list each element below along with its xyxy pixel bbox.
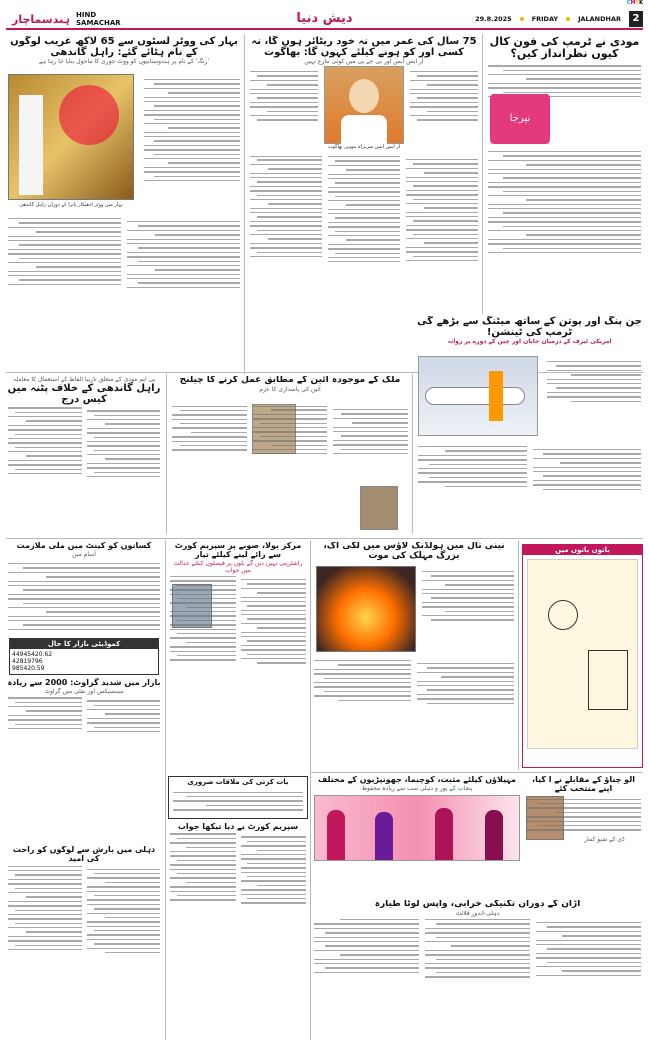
subheadline: سینسیکس اور نفٹی میں گراوٹ <box>44 688 124 696</box>
subheadline: پنجاب کے پور و دہلی سب سے زیادہ محفوظ <box>361 784 473 792</box>
newspaper-logo: ہندسماچار <box>11 12 70 26</box>
kicker-badge: نیرجا <box>490 94 550 144</box>
issue-city: JALANDHAR <box>578 15 621 23</box>
article-constitution <box>170 376 410 536</box>
headline: 75 سال کی عمر میں نہ خود ریٹائر ہوں گا، نہ کسی اور کو ہونے کیلئے کہوں گا: بھاگوت <box>251 36 477 58</box>
paper-name: HIND SAMACHAR <box>76 11 121 27</box>
headline: آلو چناؤ کے مقابلے نے آ گیا، اپنے منتخب کئے <box>532 776 635 793</box>
bhagwat-photo <box>324 66 404 144</box>
photo-caption: بہار میں ووٹر ادھیکار یاترا کے دوران راہل گاندھی <box>19 202 123 208</box>
photo-caption: ڈی کے شیو کمار <box>584 835 625 843</box>
article-supreme-court <box>168 542 308 772</box>
headline: راہل گاندھی کے خلاف پٹنہ میں کیس درج <box>7 383 161 406</box>
subheadline: راشٹرپتی نہیں دیں گے بلوں پر فیصلوں کیلئے عدالت میں جواب <box>173 559 303 574</box>
headline: نینی تال میں ہولڈنگ لاؤس میں لگی آگ، بزرگ مہلک کی موت <box>323 542 505 561</box>
section-title: دیش دنیا <box>296 11 353 26</box>
aircraft-photo <box>418 356 538 436</box>
subheadline: امریکی ٹیرف کے درمیان جاپان اور چین کے دورے پر روانہ <box>447 338 612 345</box>
cartoon-illustration <box>527 559 638 749</box>
subheadline: آسام میں <box>72 550 96 558</box>
headline: مہیلاؤں کیلئے مثبت، کوچیما، جھونپڑیوں کے مختلف <box>318 776 516 784</box>
article-women-safety <box>312 776 522 896</box>
market-value: 44945420.62 <box>12 651 53 659</box>
event-photo <box>314 795 520 861</box>
article-rahul-voter-list <box>6 36 242 371</box>
fire-photo <box>316 566 416 652</box>
headline: سپریم کورٹ نے دیا تیکھا جواب <box>177 821 299 831</box>
headline: مودی نے ٹرمپ کی فون کال کیوں نظرانداز کیں؟ <box>489 36 640 61</box>
photo-caption: آر ایس ایس سربراہ موہن بھاگوت <box>327 144 401 150</box>
subheadline: 'رنگ' کے نام پر ہندوستانیوں کو ووٹ چوری کا ماحول بنایا جا رہا ہے <box>39 58 209 65</box>
subheadline: دہلی-اندور فلائٹ <box>455 909 500 917</box>
subheadline: پی ایم مودی کے متعلق نازیبا الفاظ کے استعمال کا معاملہ <box>12 376 156 383</box>
headline: مرکز بولا، صوبے پر سپریم کورٹ سے رائے لینے کیلئے تیار <box>174 542 302 559</box>
headline: بہار کی ووٹر لسٹوں سے 65 لاکھ غریب لوگوں کے نام ہٹائے گئے: راہل گاندھی <box>10 36 238 58</box>
rates-box <box>168 776 308 819</box>
issue-date: 29.8.2025 <box>475 15 512 23</box>
masthead <box>6 10 643 30</box>
person-photo <box>360 486 398 530</box>
cmyk-marks: CMYK <box>626 0 643 6</box>
headline: دہلی میں بارش سے لوگوں کو راحت کی امید <box>12 846 156 863</box>
issue-day: FRIDAY <box>531 15 559 23</box>
box-title: کموڈیٹی بازار کا حال <box>10 639 158 649</box>
subheadline: آئین کی پاسداری کا عزم <box>259 385 321 393</box>
market-value: 985420.59 <box>12 665 45 673</box>
article-market <box>6 542 162 842</box>
article-center-bottom <box>168 776 308 1040</box>
headline: ملک کے موجودہ آئین کے مطابق عمل کرنے کا چیلنج <box>179 376 401 385</box>
article-nainital-fire <box>312 542 516 770</box>
cartoon-box <box>522 544 643 768</box>
box-title: بات کرتی کی ملاقات ضروری <box>187 778 289 786</box>
page-number: 2 <box>629 11 643 27</box>
article-flight <box>312 900 643 1040</box>
article-trump-tension <box>416 316 643 536</box>
article-dk-shivakumar <box>524 776 643 896</box>
headline: کسانوں کو کینٹ میں ملی ملازمت <box>16 542 152 550</box>
box-title: باتوں باتوں میں <box>523 545 642 555</box>
rahul-photo <box>8 74 134 200</box>
article-delhi-rain <box>6 846 162 1040</box>
commodity-box <box>9 638 159 675</box>
headline: اڑان کے دوران تکنیکی خرابی، واپس لوٹا طیارہ <box>374 900 581 909</box>
headline: بازار میں شدید گراوٹ: 2000 سے زیادہ <box>7 678 161 688</box>
headline: جن پنگ اور پوتن کے ساتھ میٹنگ سے بڑھے گی ٹرمپ کی ٹینشن! <box>417 316 642 338</box>
market-value: 42819796 <box>12 658 43 666</box>
subheadline: آر ایس ایس اور بی جے پی میں کوئی تنازع نہیں <box>304 58 424 65</box>
article-modi-trump <box>486 36 643 316</box>
article-rahul-case <box>6 376 162 536</box>
